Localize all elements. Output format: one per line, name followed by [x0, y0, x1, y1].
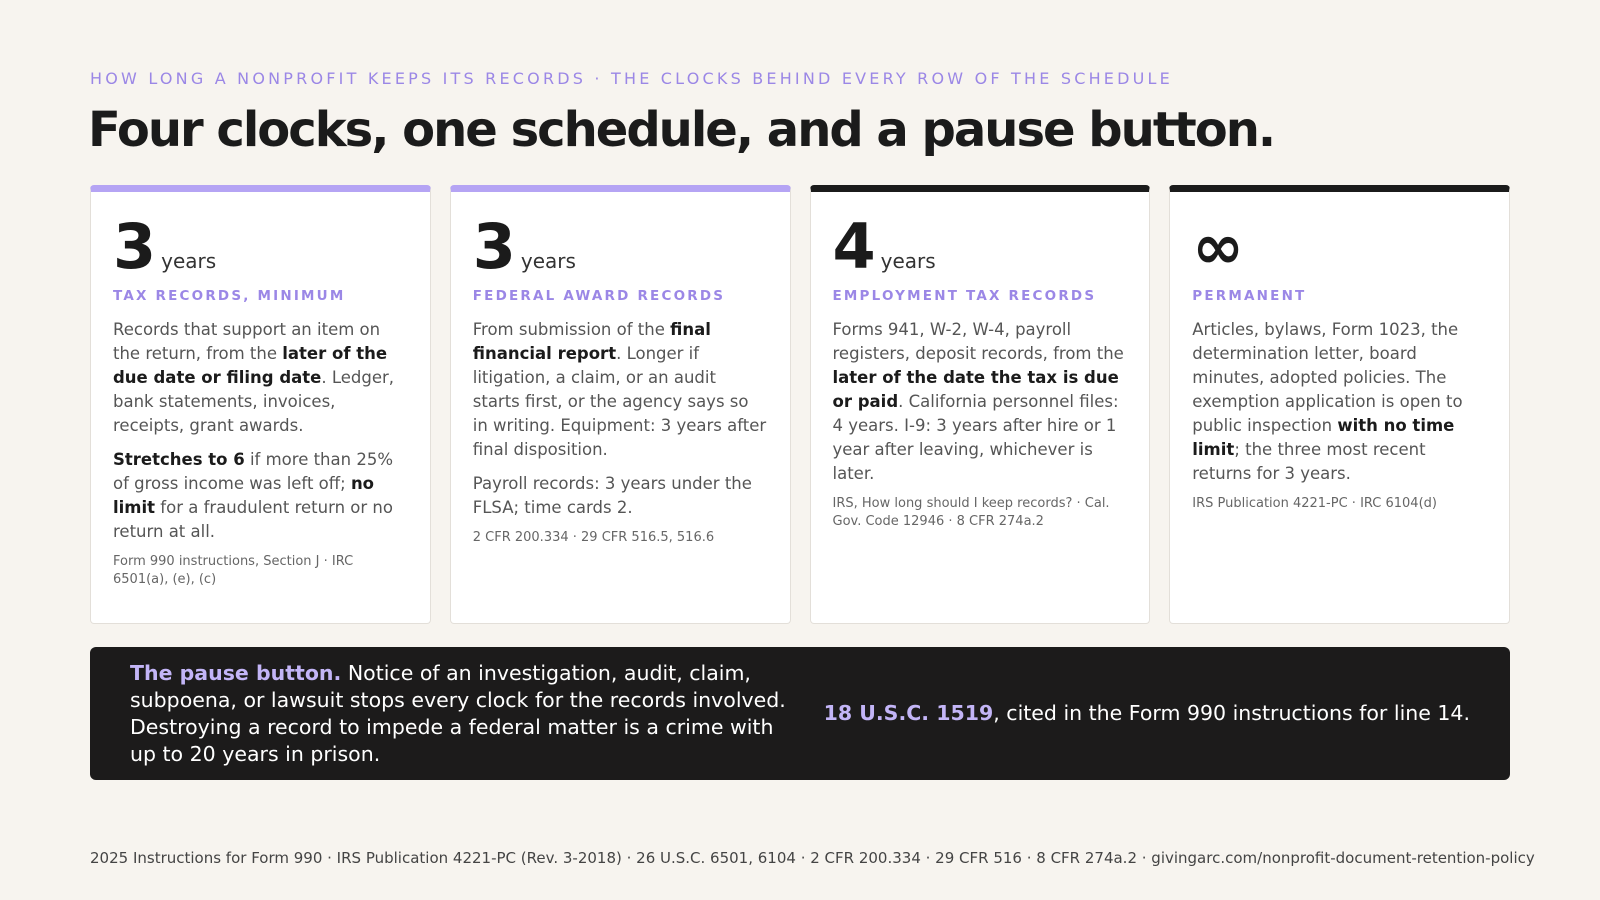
card-figure: [832, 210, 1128, 283]
card-paragraph: Payroll records: 3 years under the FLSA; time cards 2.: [472, 474, 752, 517]
card-figure: [472, 210, 768, 283]
retention-cards: [90, 185, 1510, 624]
card-label: PERMANENT: [1192, 288, 1307, 304]
card-body: [473, 318, 768, 520]
card-paragraph: [833, 318, 1128, 486]
card-paragraph: [113, 318, 408, 438]
footer-sources: 2025 Instructions for Form 990 · IRS Publication 4221-PC (Rev. 3-2018) · 26 U.S.C. 6501, 6104 · 2 CFR 200.334 · 29 CFR 516 · 8 CFR 274a.2 · givingarc.com/nonprofit-document-retention-policy: [90, 849, 1535, 867]
card-body: [113, 318, 408, 544]
card-unit: years: [880, 249, 936, 273]
card-paragraph: [473, 318, 768, 462]
card-source: IRS Publication 4221-PC · IRC 6104(d): [1192, 496, 1437, 511]
card-federal-award-records: [450, 185, 791, 624]
citation-text: , cited in the Form 990 instructions for line 14.: [993, 701, 1470, 725]
text: . Ledger, bank statements, invoices, receipts, grant awards.: [113, 368, 395, 435]
text: Articles, bylaws, Form 1023, the determination letter, board minutes, adopted policies. The exemption application is open to public inspection: [1192, 320, 1463, 435]
emphasis: later of the date the tax is due or paid: [832, 368, 1119, 411]
card-label: TAX RECORDS, MINIMUM: [113, 288, 346, 304]
emphasis: later of the due date or filing date: [113, 344, 388, 387]
text: if more than 25% of gross income was left off;: [113, 450, 394, 493]
pause-button-banner: [90, 647, 1510, 780]
card-figure: [1192, 210, 1487, 283]
card-body: [833, 318, 1128, 486]
banner-body: Notice of an investigation, audit, claim, subpoena, or lawsuit stops every clock for the records involved. Destroying a record to impede a federal matter is a crime with up to 20 years in prison.: [130, 660, 786, 766]
card-permanent-records: [1169, 185, 1510, 624]
eyebrow: HOW LONG A NONPROFIT KEEPS ITS RECORDS · THE CLOCKS BEHIND EVERY ROW OF THE SCHEDULE: [90, 69, 1173, 88]
emphasis: no limit: [113, 474, 375, 517]
page-title: Four clocks, one schedule, and a pause button.: [88, 102, 1275, 158]
card-number: 3: [113, 210, 156, 283]
card-source: IRS, How long should I keep records? · Cal. Gov. Code 12946 · 8 CFR 274a.2: [832, 496, 1110, 529]
text: Forms 941, W-2, W-4, payroll registers, deposit records, from the: [832, 320, 1124, 363]
banner-text: [130, 660, 790, 768]
banner-citation: [824, 700, 1470, 727]
text: ; the three most recent returns for 3 years.: [1192, 440, 1426, 483]
card-tax-records: [90, 185, 431, 624]
card-figure: [113, 210, 408, 283]
card-source: 2 CFR 200.334 · 29 CFR 516.5, 516.6: [472, 530, 715, 545]
emphasis: Stretches to 6: [113, 450, 245, 469]
card-unit: years: [520, 249, 576, 273]
card-body: [1192, 318, 1487, 486]
card-label: FEDERAL AWARD RECORDS: [472, 288, 726, 304]
infinity-symbol: ∞: [1192, 210, 1243, 283]
card-paragraph: [113, 448, 408, 544]
text: for a fraudulent return or no return at all.: [113, 498, 393, 541]
card-unit: years: [161, 249, 217, 273]
card-label: EMPLOYMENT TAX RECORDS: [832, 288, 1097, 304]
text: Records that support an item on the return, from the: [113, 320, 381, 363]
card-source: Form 990 instructions, Section J · IRC 6501(a), (e), (c): [113, 554, 354, 587]
card-number: 4: [832, 210, 875, 283]
emphasis: final financial report: [472, 320, 711, 363]
banner-lead: The pause button.: [130, 660, 342, 685]
card-employment-tax-records: [810, 185, 1151, 624]
statute-citation: 18 U.S.C. 1519: [823, 701, 994, 725]
text: . California personnel files: 4 years. I-9: 3 years after hire or 1 year after leaving, whichever is later.: [832, 392, 1119, 483]
text: . Longer if litigation, a claim, or an audit starts first, or the agency says so in writing. Equipment: 3 years after final disposition.: [472, 344, 767, 459]
text: From submission of the: [472, 320, 671, 339]
emphasis: with no time limit: [1192, 416, 1455, 459]
card-paragraph: [1192, 318, 1487, 486]
card-number: 3: [472, 210, 515, 283]
